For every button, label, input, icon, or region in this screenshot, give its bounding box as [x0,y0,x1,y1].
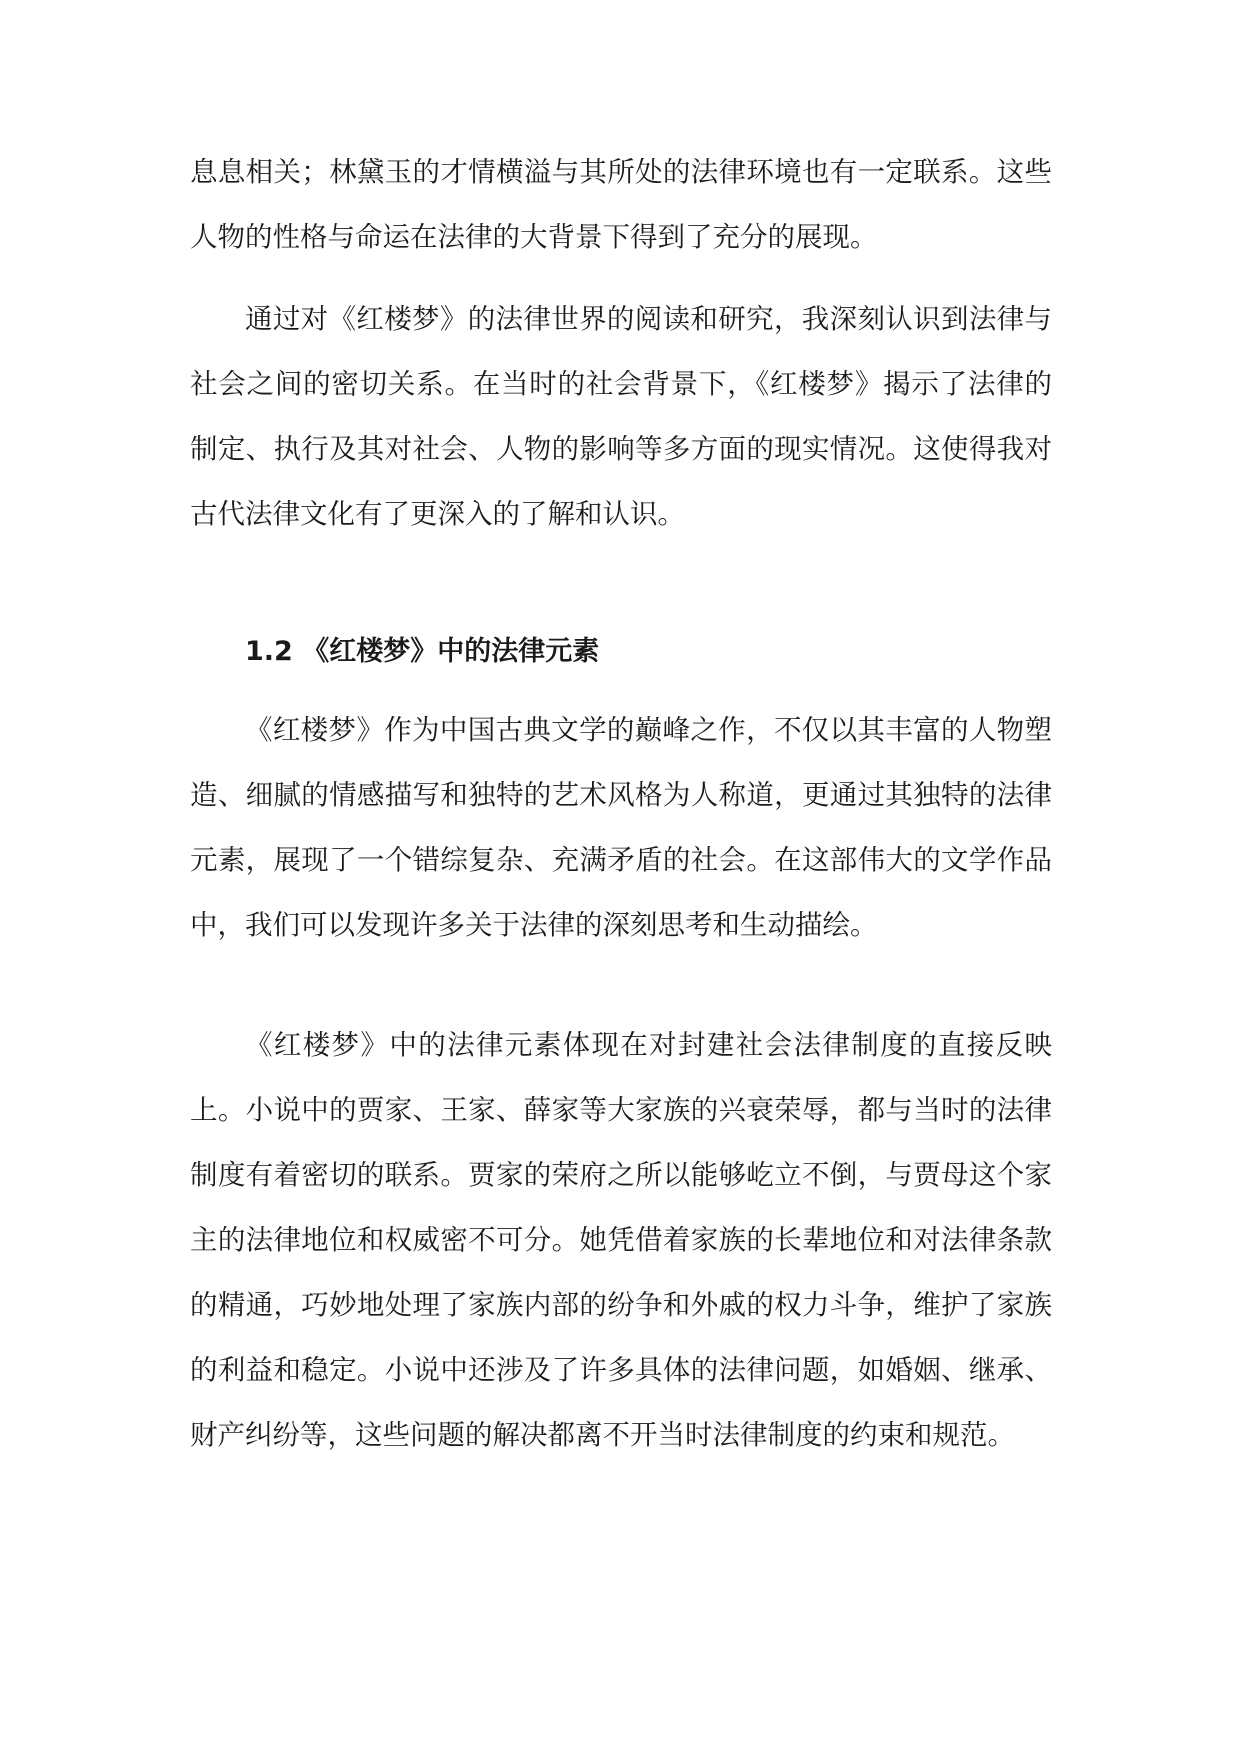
paragraph-text: 息息相关；林黛玉的才情横溢与其所处的法律环境也有一定联系。这些人物的性格与命运在法律的大背景下得到了充分的展现。 [190,156,1052,253]
section-heading-text: 1.2 《红楼梦》中的法律元素 [245,636,600,667]
paragraph-continued [190,140,1052,270]
section-heading [245,619,1045,684]
paragraph [190,287,1052,547]
paragraph-text: 通过对《红楼梦》的法律世界的阅读和研究，我深刻认识到法律与社会之间的密切关系。在当时的社会背景下，《红楼梦》揭示了法律的制定、执行及其对社会、人物的影响等多方面的现实情况。这使得我对古代法律文化有了更深入的了解和认识。 [190,303,1052,530]
paragraph-text: 《红楼梦》作为中国古典文学的巅峰之作，不仅以其丰富的人物塑造、细腻的情感描写和独特的艺术风格为人称道，更通过其独特的法律元素，展现了一个错综复杂、充满矛盾的社会。在这部伟大的文学作品中，我们可以发现许多关于法律的深刻思考和生动描绘。 [190,714,1052,941]
paragraph [190,698,1052,958]
paragraph-text: 《红楼梦》中的法律元素体现在对封建社会法律制度的直接反映上。小说中的贾家、王家、薛家等大家族的兴衰荣辱，都与当时的法律制度有着密切的联系。贾家的荣府之所以能够屹立不倒，与贾母这个家主的法律地位和权威密不可分。她凭借着家族的长辈地位和对法律条款的精通，巧妙地处理了家族内部的纷争和外戚的权力斗争，维护了家族的利益和稳定。小说中还涉及了许多具体的法律问题，如婚姻、继承、财产纠纷等，这些问题的解决都离不开当时法律制度的约束和规范。 [190,1029,1052,1451]
paragraph [190,1013,1052,1468]
